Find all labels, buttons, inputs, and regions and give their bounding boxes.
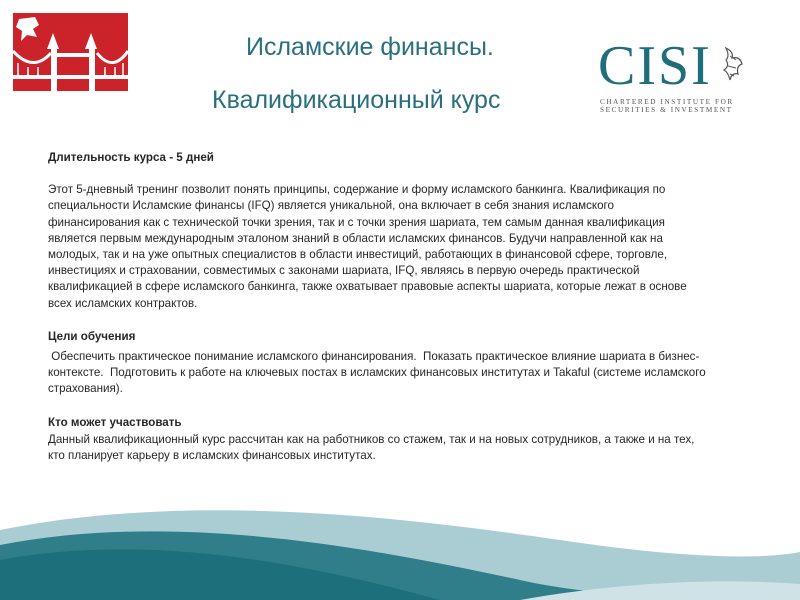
decorative-wave bbox=[0, 490, 800, 600]
goals-paragraph: Обеспечить практическое понимание исламского финансирования. Показать практическое влияние шариата в бизнес-контексте. Подготовить к работе на ключевых постах в исламских финансовых институтах и Takaful (системе исламского страхования). bbox=[48, 350, 709, 396]
intro-paragraph: Этот 5-дневный тренинг позволит понять принципы, содержание и форму исламского банкинга. Квалификация по специальности Исламские финансы (IFQ) является уникальной, она включает в себя знания исламского финансирования как с технической точки зрения, так и с точки зрения шариата, тем самым данная квалификация является первым международным эталоном знаний в области исламских финансов. Будучи направленной как на молодых, так и на уже опытных специалистов в области инвестиций, работающих в финансовой сфере, торговле, инвестициях и страховании, совместимых с законами шариата, IFQ, являясь в первую очередь практической квалификацией в сфере исламского банкинга, также охватывает правовые аспекты шариата, которые лежат в основе всех исламских контрактов. bbox=[48, 183, 687, 310]
goals-heading: Цели обучения bbox=[48, 329, 136, 343]
tower-bridge-logo bbox=[13, 13, 128, 91]
cisi-subtitle-line2: SECURITIES & INVESTMENT bbox=[600, 106, 733, 114]
who-heading: Кто может участвовать bbox=[48, 415, 182, 429]
cisi-brand: CISI bbox=[598, 35, 712, 97]
page-title-line1: Исламские финансы. bbox=[246, 33, 494, 61]
who-paragraph: Данный квалификационный курс рассчитан как на работников со стажем, так и на новых сотрудников, а также и на тех, кто планирует карьеру в исламских финансовых институтах. bbox=[48, 432, 695, 463]
page-title-line2: Квалификационный курс bbox=[212, 86, 501, 114]
cisi-logo bbox=[598, 35, 748, 115]
crest-icon bbox=[722, 46, 746, 86]
course-description bbox=[48, 150, 708, 464]
duration-heading: Длительность курса - 5 дней bbox=[48, 151, 214, 164]
cisi-subtitle-line1: CHARTERED INSTITUTE FOR bbox=[600, 98, 734, 106]
